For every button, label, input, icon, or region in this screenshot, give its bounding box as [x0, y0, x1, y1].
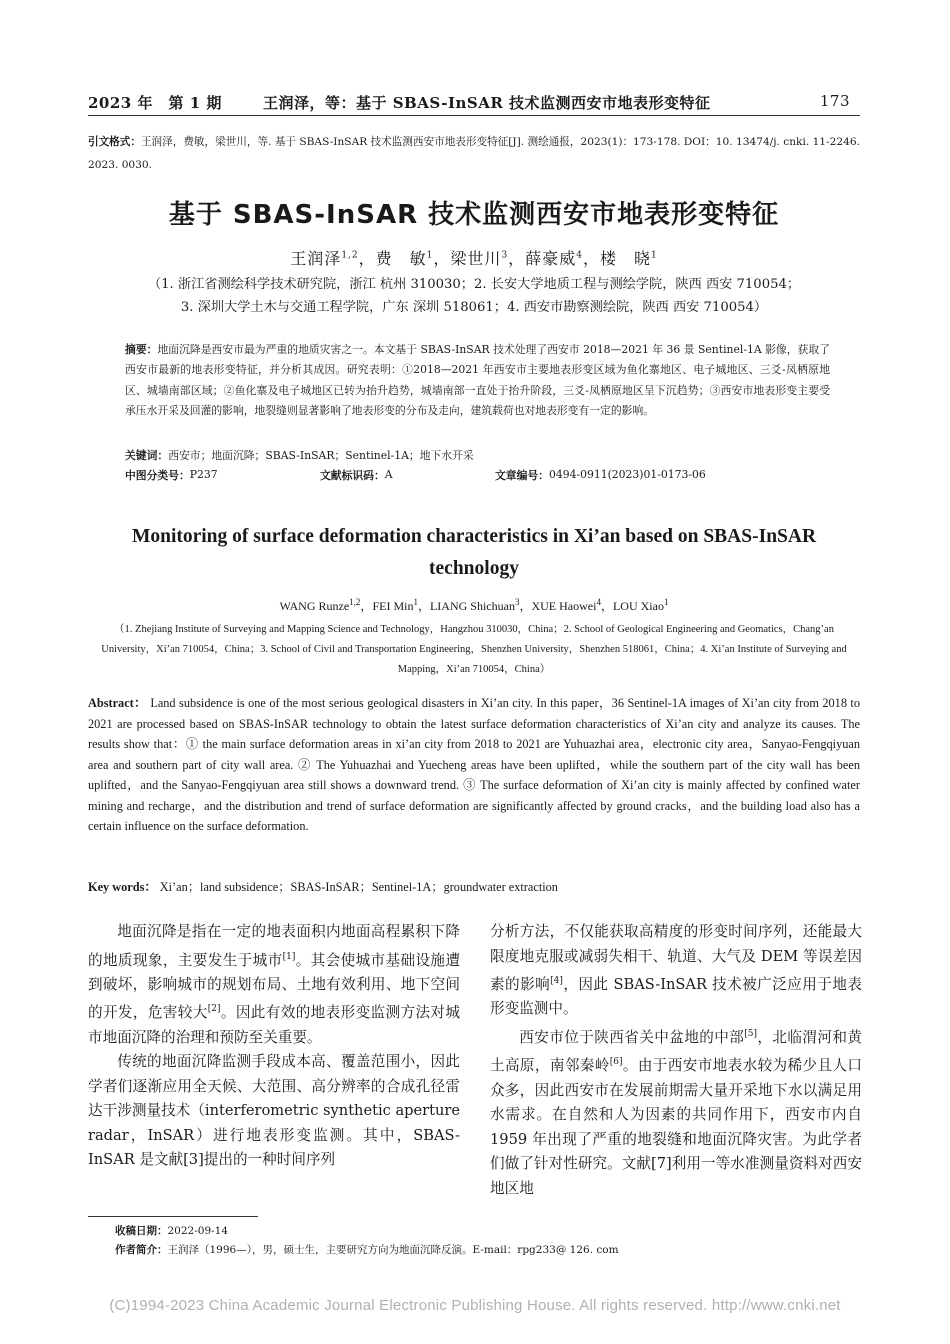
abstract-en-label: Abstract： [88, 696, 147, 710]
clc-number: 中图分类号： P237 [125, 468, 218, 482]
body-paragraph [88, 1050, 460, 1173]
author-name: 王润泽 [290, 249, 342, 268]
body-text: ，因此 SBAS-InSAR 技术被广泛应用于地表形变监测中。 [490, 975, 862, 1018]
abstract-cn-text: 地面沉降是西安市最为严重的地质灾害之一。本文基于 SBAS-InSAR 技术处理了西安市 2018—2021 年 36 景 Sentinel-1A 影像，获取了西安市最新的地表形变特征，并分析其成因。研究表明：①2018—2021 年西安市主要地表形变区域为鱼化寨地区、电子城地区、三爻-凤栖原地区、城墙南部区域；②鱼化寨及电子城地区已转为抬升趋势，城墙南部一直处于抬升阶段，三爻-凤栖原地区呈下沉趋势；③西安市地表形变主要受承压水开采及回灌的影响，地裂缝则显著影响了地表形变的分布及走向，建筑载荷也对地表形变有一定的影响。 [125, 343, 830, 418]
author-separator: ， [417, 599, 430, 613]
body-paragraph [88, 920, 460, 1050]
footnotes [115, 1222, 860, 1260]
body-text: ，北临渭河和黄土高原，南邻秦岭 [490, 1028, 862, 1075]
author-affiliation-sup: 1 [650, 250, 658, 261]
footnote-rule [88, 1216, 258, 1217]
author-affiliation-sup: 4 [596, 597, 601, 607]
citation-label: 引文格式： [88, 136, 141, 148]
document-code: 文献标识码： A [320, 468, 393, 482]
body-text: 西安市位于陕西省关中盆地的中部 [519, 1028, 745, 1046]
article-number: 文章编号： 0494-0911(2023)01-0173-06 [495, 468, 706, 482]
author-affiliation-sup: 4 [576, 250, 583, 261]
running-header [88, 88, 860, 114]
author-name: 薛豪威 [525, 249, 577, 268]
author-affiliation-sup: 3 [514, 597, 520, 607]
keywords-en-label: Key words： [88, 880, 157, 894]
citation-text: 王润泽，费敏，梁世川，等. 基于 SBAS-InSAR 技术监测西安市地表形变特征[J]. 测绘通报，2023(1)：173-178. DOI：10. 13474/j. cnki. 11-2246. 2023. 0030. [88, 136, 860, 171]
citation-format [88, 131, 860, 177]
author-affiliation-sup: 3 [501, 250, 509, 261]
keywords-en [88, 877, 860, 895]
author-separator: ， [519, 599, 532, 613]
affiliation-cn-line: （1. 浙江省测绘科学技术研究院，浙江 杭州 310030；2. 长安大学地质工程与测绘学院，陕西 西安 710054； [147, 277, 801, 292]
reference-citation: [2] [207, 1004, 221, 1015]
body-text: 。由于西安市地表水较为稀少且人口众多，因此西安市在发展前期需大量开采地下水以满足用水需求。在自然和人为因素的共同作用下，西安市内自 1959 年出现了严重的地裂缝和地面沉降灾害。为此学者们做了针对性研究。文献[7]利用一等水准测量资料对西安地区地 [490, 1057, 862, 1197]
body-column-left [88, 920, 460, 1173]
authors-cn [88, 246, 860, 269]
affiliation-cn-line: 3. 深圳大学土木与交通工程学院，广东 深圳 518061；4. 西安市勘察测绘院，陕西 西安 710054） [180, 300, 768, 315]
author-affiliation-sup: 1 [426, 250, 434, 261]
author-affiliation-sup: 1 [413, 597, 418, 607]
author-name: LIANG Shichuan [429, 599, 515, 613]
classification-row [125, 468, 830, 488]
author-name: 费 敏 [375, 249, 427, 268]
author-affiliation-sup: 1 [663, 597, 669, 607]
reference-citation: [1] [282, 951, 296, 962]
affiliations-en: （1. Zhejiang Institute of Surveying and Mapping Science and Technology，Hangzhou 310030，China；2. School of Geological Engineering and Geomatics，Chang’an University，Xi’an 710054，China；3. School of Civil and Transportation Engineering，Shenzhen University，Shenzhen 518061，China；4. Xi’an Institute of Surveying and Mapping，Xi’an 710054，China） [101, 624, 847, 675]
reference-citation: [5] [744, 1028, 757, 1039]
abstract-cn [125, 340, 830, 422]
keywords-cn-label: 关键词： [125, 449, 169, 462]
abstract-en-text: Land subsidence is one of the most serious geological disasters in Xi’an city. In this paper，36 Sentinel-1A images of Xi’an city from 2018 to 2021 are processed based on SBAS-InSAR technology to obtain the latest surface deformation characteristics of Xi’an city and analyze its causes. The results show that：① the main surface deformation areas in xi’an city from 2018 to 2021 are Yuhuazhai area，electronic city area，Sanyao-Fengqiyuan area and southern part of city wall area. ② The Yuhuazhai and Yuecheng areas have been uplifted，while the southern part of the city wall has been uplifted，and the Sanyao-Fengqiyuan area still shows a downward trend. ③ The surface deformation of Xi’an city is mainly affected by confined water mining and recharge，and the distribution and trend of surface deformation are significantly affected by ground cracks，and the building load also has a certain influence on the surface deformation. [88, 696, 861, 833]
author-name: WANG Runze [279, 599, 350, 613]
title-cn: 基于 SBAS-InSAR 技术监测西安市地表形变特征 [168, 200, 780, 230]
body-column-right [490, 920, 862, 1201]
author-name: 楼 晓 [599, 249, 651, 268]
reference-citation: [4] [550, 976, 563, 986]
author-separator: ， [433, 249, 451, 268]
body-text: 地面沉降是指在一定的地表面积内地面高程累积下降的地质现象，主要发生于城市 [88, 923, 460, 969]
author-affiliation-sup: 1,2 [349, 597, 361, 607]
reference-citation: [6] [609, 1057, 623, 1068]
authors-en [88, 597, 860, 614]
title-en: Monitoring of surface deformation characteristics in Xi’an based on SBAS-InSAR technology [131, 526, 817, 579]
author-name: 梁世川 [450, 249, 502, 268]
page-number: 173 [819, 92, 850, 110]
author-separator: ， [600, 599, 613, 613]
body-text: 。其会使城市基础设施遭到破坏，影响城市的规划布局、土地有效利用、地下空间的开发，危害较大 [88, 951, 460, 1022]
author-name: FEI Min [372, 599, 414, 613]
body-text: 。因此有效的地表形变监测方法对城市地面沉降的治理和预防至关重要。 [88, 1004, 460, 1046]
issue-label: 2023 年 第 1 期 [88, 94, 222, 112]
keywords-cn-text: 西安市；地面沉降；SBAS-InSAR；Sentinel-1A；地下水开采 [168, 449, 474, 462]
affiliations-cn [88, 273, 860, 319]
keywords-en-text: Xi’an；land subsidence；SBAS-InSAR；Sentinel-1A；groundwater extraction [159, 880, 558, 894]
running-title: 王润泽，等：基于 SBAS-InSAR 技术监测西安市地表形变特征 [263, 94, 711, 112]
abstract-en [88, 693, 860, 837]
keywords-cn [125, 446, 830, 466]
author-bio: 作者简介：王润泽（1996—），男，硕士生，主要研究方向为地面沉降反演。E-mail：rpg233@ 126. com [115, 1244, 619, 1256]
author-separator: ， [358, 249, 376, 268]
received-date: 收稿日期：2022-09-14 [115, 1225, 229, 1237]
author-separator: ， [508, 249, 526, 268]
author-affiliation-sup: 1,2 [341, 250, 359, 261]
author-name: XUE Haowei [531, 599, 597, 613]
copyright-watermark: (C)1994-2023 China Academic Journal Electronic Publishing House. All rights reserved. http://www.cnki.net [109, 1297, 841, 1314]
body-text: 分析方法，不仅能获取高精度的形变时间序列，还能最大限度地克服或减弱失相干、轨道、大气及 DEM 等误差因素的影响 [490, 923, 862, 993]
author-separator: ， [360, 599, 373, 613]
abstract-cn-label: 摘要： [125, 343, 158, 356]
body-paragraph [490, 1022, 862, 1201]
author-name: LOU Xiao [612, 599, 664, 613]
header-rule [88, 115, 860, 116]
body-paragraph [490, 920, 862, 1022]
body-text: 传统的地面沉降监测手段成本高、覆盖范围小，因此学者们逐渐应用全天候、大范围、高分辨率的合成孔径雷达干涉测量技术（interferometric synthetic aperture radar，InSAR）进行地表形变监测。其中，SBAS-InSAR 是文献[3]提出的一种时间序列 [88, 1053, 460, 1169]
author-separator: ， [582, 249, 600, 268]
